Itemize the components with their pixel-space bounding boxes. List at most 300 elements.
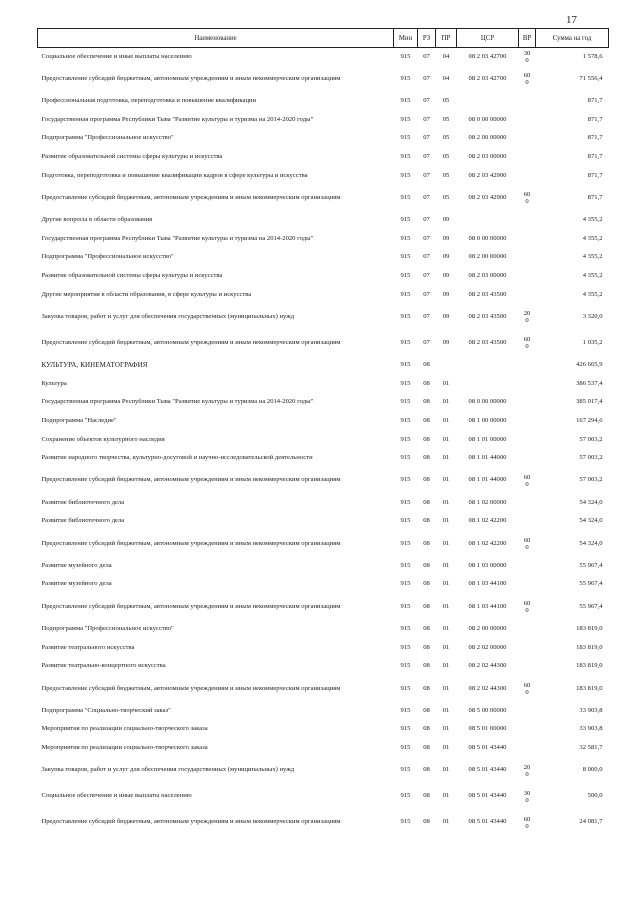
row-min-cell: 915	[400, 171, 411, 179]
row-vr-cell	[519, 449, 536, 468]
row-rz-cell: 08	[423, 498, 430, 506]
row-csr-cell: 08 1 03 44100	[468, 602, 507, 610]
row-rz-cell: 07	[423, 152, 430, 160]
row-sum-cell: 54 324,0	[579, 498, 603, 506]
row-pr-cell: 01	[442, 539, 450, 547]
table-row	[38, 531, 609, 557]
row-csr-cell: 08 0 00 00000	[468, 115, 507, 123]
row-pr-cell: 01	[442, 416, 450, 424]
row-name-cell: Предоставление субсидий бюджетным, автономным учреждениям и иным некоммерческим организациям	[41, 193, 341, 201]
row-csr-cell: 08 5 01 00000	[468, 725, 507, 733]
row-rz-cell: 07	[423, 253, 430, 261]
row-pr-cell: 09	[442, 312, 450, 320]
table-row	[38, 449, 609, 468]
row-name-cell: Профессиональная подготовка, переподготовка и повышение квалификации	[41, 97, 257, 105]
row-pr-cell: 09	[442, 271, 450, 279]
row-name-cell: Закупка товаров, работ и услуг для обеспечения государственных (муниципальных) нужд	[41, 766, 295, 774]
row-rz-cell: 07	[423, 290, 430, 298]
row-sum-cell: 54 324,0	[579, 539, 603, 547]
row-vr-cell: 60 0	[523, 599, 531, 614]
row-pr-cell: 05	[442, 97, 450, 105]
row-csr-cell	[457, 375, 519, 394]
row-csr-cell: 08 2 00 00000	[468, 625, 507, 633]
row-rz-cell: 07	[423, 193, 430, 201]
table-row	[38, 810, 609, 836]
row-vr-cell: 60 0	[523, 336, 531, 351]
row-sum-cell: 4 355,2	[582, 271, 603, 279]
row-csr-cell: 08 1 01 00000	[468, 435, 507, 443]
row-rz-cell: 07	[423, 115, 430, 123]
row-pr-cell: 01	[442, 561, 450, 569]
row-sum-cell: 386 537,4	[576, 379, 603, 387]
row-csr-cell: 08 1 01 44000	[468, 476, 507, 484]
row-pr-cell: 05	[442, 171, 450, 179]
row-rz-cell: 08	[423, 539, 430, 547]
row-pr-cell: 01	[442, 625, 450, 633]
row-sum-cell: 183 819,0	[576, 684, 603, 692]
row-csr-cell: 08 2 02 00000	[468, 643, 507, 651]
row-rz-cell: 08	[423, 361, 430, 369]
row-pr-cell: 01	[442, 706, 450, 714]
row-name-cell: Развитие театрально-концертного искусства	[41, 662, 166, 670]
row-min-cell: 915	[400, 517, 411, 525]
row-vr-cell	[519, 111, 536, 130]
row-sum-cell: 32 581,7	[579, 744, 603, 752]
row-vr-cell: 60 0	[523, 72, 531, 87]
row-csr-cell: 08 1 03 00000	[468, 561, 507, 569]
row-min-cell: 915	[400, 725, 411, 733]
row-min-cell: 915	[400, 476, 411, 484]
row-rz-cell: 08	[423, 662, 430, 670]
row-name-cell: Подпрограмма "Профессиональное искусство"	[41, 625, 174, 633]
row-sum-cell: 57 003,2	[579, 435, 603, 443]
table-header-row	[38, 29, 609, 48]
row-min-cell: 915	[400, 684, 411, 692]
row-vr-cell	[519, 148, 536, 167]
table-row	[38, 230, 609, 249]
row-vr-cell	[519, 412, 536, 431]
row-name-cell: Подготовка, переподготовка и повышение квалификации кадров в сфере культуры и искусства	[41, 171, 308, 179]
row-name-cell: Социальное обеспечение и иные выплаты населению	[41, 52, 192, 60]
row-sum-cell: 385 017,4	[576, 398, 603, 406]
row-vr-cell	[519, 356, 536, 375]
row-pr-cell: 01	[442, 602, 450, 610]
row-sum-cell: 871,7	[587, 134, 603, 142]
row-min-cell: 915	[400, 271, 411, 279]
row-name-cell: Подпрограмма "Профессиональное искусство"	[41, 253, 174, 261]
row-min-cell: 915	[400, 52, 411, 60]
row-rz-cell: 08	[423, 766, 430, 774]
row-min-cell: 915	[400, 416, 411, 424]
row-csr-cell: 08 2 00 00000	[468, 134, 507, 142]
row-min-cell: 915	[400, 338, 411, 346]
row-name-cell: Сохранение объектов культурного наследия	[41, 435, 165, 443]
row-rz-cell: 08	[423, 517, 430, 525]
row-min-cell: 915	[400, 379, 411, 387]
row-rz-cell: 08	[423, 706, 430, 714]
row-vr-cell	[519, 393, 536, 412]
row-csr-cell: 08 2 03 00000	[468, 152, 507, 160]
row-min-cell: 915	[400, 152, 411, 160]
row-name-cell: Предоставление субсидий бюджетным, автономным учреждениям и иным некоммерческим организациям	[41, 74, 341, 82]
row-sum-cell: 33 903,8	[579, 706, 603, 714]
row-csr-cell: 08 1 01 44000	[468, 454, 507, 462]
row-pr-cell	[436, 356, 457, 375]
table-row	[38, 166, 609, 185]
row-name-cell: Государственная программа Республики Тыва "Развитие культуры и туризма на 2014-2020 годы"	[41, 234, 314, 242]
table-row	[38, 393, 609, 412]
row-sum-cell: 1 035,2	[582, 338, 603, 346]
row-name-cell: Развитие образовательной системы сферы культуры и искусства	[41, 271, 223, 279]
table-row	[38, 430, 609, 449]
row-csr-cell: 08 2 03 43500	[468, 312, 507, 320]
row-csr-cell: 08 2 03 42900	[468, 193, 507, 201]
row-sum-cell: 4 355,2	[582, 234, 603, 242]
row-min-cell: 915	[400, 361, 411, 369]
row-name-cell: Подпрограмма "Профессиональное искусство"	[41, 134, 174, 142]
table-row	[38, 720, 609, 739]
row-name-cell: Предоставление субсидий бюджетным, автономным учреждениям и иным некоммерческим организациям	[41, 338, 341, 346]
column-header-sum: Сумма на год	[536, 29, 609, 48]
row-min-cell: 915	[400, 134, 411, 142]
row-vr-cell: 20 0	[523, 310, 531, 325]
row-sum-cell: 183 819,0	[576, 625, 603, 633]
row-name-cell: Развитие народного творчества, культурно-досуговой и научно-исследовательской деятельности	[41, 454, 313, 462]
row-name-cell: Предоставление субсидий бюджетным, автономным учреждениям и иным некоммерческим организациям	[41, 684, 341, 692]
row-name-cell: Другие мероприятия в области образования, в сфере культуры и искусства	[41, 290, 252, 298]
row-pr-cell: 05	[442, 152, 450, 160]
row-sum-cell: 871,7	[587, 97, 603, 105]
row-pr-cell: 01	[442, 517, 450, 525]
row-csr-cell: 08 5 00 00000	[468, 706, 507, 714]
row-pr-cell: 01	[442, 379, 450, 387]
row-name-cell: КУЛЬТУРА, КИНЕМАТОГРАФИЯ	[41, 361, 148, 370]
row-vr-cell	[519, 639, 536, 658]
row-name-cell: Развитие музейного дела	[41, 580, 112, 588]
row-pr-cell: 01	[442, 435, 450, 443]
row-min-cell: 915	[400, 643, 411, 651]
row-csr-cell	[457, 211, 519, 230]
table-row	[38, 211, 609, 230]
row-sum-cell: 8 000,0	[582, 766, 603, 774]
table-row	[38, 702, 609, 721]
row-name-cell: Мероприятия по реализации социально-творческого заказа	[41, 744, 208, 752]
row-rz-cell: 08	[423, 625, 430, 633]
table-row	[38, 412, 609, 431]
row-sum-cell: 55 967,4	[579, 561, 603, 569]
row-name-cell: Развитие библиотечного дела	[41, 517, 125, 525]
row-csr-cell: 08 1 02 00000	[468, 498, 507, 506]
row-sum-cell: 426 665,9	[576, 361, 603, 369]
row-pr-cell: 01	[442, 744, 450, 752]
row-name-cell: Государственная программа Республики Тыва "Развитие культуры и туризма на 2014-2020 годы"	[41, 115, 314, 123]
row-pr-cell: 01	[442, 476, 450, 484]
row-name-cell: Развитие театрального искусства	[41, 643, 135, 651]
row-csr-cell: 08 2 03 00000	[468, 271, 507, 279]
column-header-csr: ЦСР	[457, 29, 519, 48]
row-vr-cell	[519, 620, 536, 639]
row-sum-cell: 4 355,2	[582, 216, 603, 224]
row-rz-cell: 08	[423, 744, 430, 752]
row-vr-cell	[519, 739, 536, 758]
row-min-cell: 915	[400, 97, 411, 105]
row-vr-cell: 60 0	[523, 681, 531, 696]
row-pr-cell: 09	[442, 234, 450, 242]
table-row	[38, 512, 609, 531]
row-pr-cell: 01	[442, 766, 450, 774]
table-row	[38, 304, 609, 330]
row-name-cell: Другие вопросы в области образования	[41, 216, 153, 224]
row-rz-cell: 08	[423, 435, 430, 443]
row-vr-cell	[519, 494, 536, 513]
row-sum-cell: 4 355,2	[582, 290, 603, 298]
table-row	[38, 676, 609, 702]
row-name-cell: Закупка товаров, работ и услуг для обеспечения государственных (муниципальных) нужд	[41, 312, 295, 320]
row-csr-cell: 08 2 03 42700	[468, 52, 507, 60]
row-rz-cell: 07	[423, 74, 430, 82]
row-vr-cell: 60 0	[523, 536, 531, 551]
row-sum-cell: 871,7	[587, 193, 603, 201]
row-min-cell: 915	[400, 602, 411, 610]
row-min-cell: 915	[400, 744, 411, 752]
column-header-name: Наименование	[38, 29, 394, 48]
row-min-cell: 915	[400, 253, 411, 261]
row-csr-cell: 08 5 01 43440	[468, 744, 507, 752]
row-pr-cell: 01	[442, 662, 450, 670]
row-pr-cell: 04	[442, 52, 450, 60]
table-row	[38, 185, 609, 211]
row-vr-cell	[519, 129, 536, 148]
row-pr-cell: 05	[442, 193, 450, 201]
page-number: 17	[566, 14, 577, 26]
row-sum-cell: 71 556,4	[579, 74, 603, 82]
row-pr-cell: 01	[442, 818, 450, 826]
row-min-cell: 915	[400, 539, 411, 547]
row-vr-cell	[519, 720, 536, 739]
row-rz-cell: 07	[423, 171, 430, 179]
row-sum-cell: 57 003,2	[579, 476, 603, 484]
row-csr-cell: 08 0 00 00000	[468, 398, 507, 406]
row-sum-cell: 167 294,6	[576, 416, 603, 424]
row-rz-cell: 07	[423, 271, 430, 279]
table-row	[38, 739, 609, 758]
row-min-cell: 915	[400, 766, 411, 774]
row-csr-cell: 08 1 02 42200	[468, 539, 507, 547]
row-vr-cell: 60 0	[523, 815, 531, 830]
column-header-pr: ПР	[436, 29, 457, 48]
row-vr-cell	[519, 285, 536, 304]
row-name-cell: Мероприятия по реализации социально-творческого заказа	[41, 725, 208, 733]
row-csr-cell: 08 5 01 43440	[468, 792, 507, 800]
table-row	[38, 267, 609, 286]
row-sum-cell: 871,7	[587, 171, 603, 179]
row-vr-cell: 20 0	[523, 763, 531, 778]
row-csr-cell: 08 2 02 44300	[468, 662, 507, 670]
row-rz-cell: 08	[423, 684, 430, 692]
row-min-cell: 915	[400, 435, 411, 443]
row-name-cell: Развитие образовательной системы сферы культуры и искусства	[41, 152, 223, 160]
row-vr-cell	[519, 267, 536, 286]
row-rz-cell: 07	[423, 52, 430, 60]
table-row	[38, 66, 609, 92]
row-min-cell: 915	[400, 792, 411, 800]
row-min-cell: 915	[400, 561, 411, 569]
row-vr-cell: 30 0	[523, 50, 531, 65]
row-min-cell: 915	[400, 498, 411, 506]
table-row	[38, 594, 609, 620]
column-header-rz: РЗ	[418, 29, 436, 48]
row-pr-cell: 01	[442, 498, 450, 506]
row-rz-cell: 07	[423, 97, 430, 105]
row-vr-cell	[519, 702, 536, 721]
row-rz-cell: 07	[423, 234, 430, 242]
row-min-cell: 915	[400, 216, 411, 224]
row-rz-cell: 08	[423, 602, 430, 610]
table-row	[38, 375, 609, 394]
row-sum-cell: 4 355,2	[582, 253, 603, 261]
row-rz-cell: 08	[423, 398, 430, 406]
row-name-cell: Предоставление субсидий бюджетным, автономным учреждениям и иным некоммерческим организациям	[41, 818, 341, 826]
row-csr-cell: 08 1 00 00000	[468, 416, 507, 424]
row-name-cell: Предоставление субсидий бюджетным, автономным учреждениям и иным некоммерческим организациям	[41, 602, 341, 610]
row-rz-cell: 08	[423, 416, 430, 424]
row-rz-cell: 08	[423, 454, 430, 462]
row-pr-cell: 01	[442, 580, 450, 588]
row-min-cell: 915	[400, 193, 411, 201]
row-rz-cell: 08	[423, 643, 430, 651]
row-min-cell: 915	[400, 398, 411, 406]
row-min-cell: 915	[400, 662, 411, 670]
row-vr-cell: 30 0	[523, 789, 531, 804]
row-name-cell: Развитие библиотечного дела	[41, 498, 125, 506]
row-pr-cell: 01	[442, 398, 450, 406]
row-rz-cell: 07	[423, 312, 430, 320]
row-pr-cell: 01	[442, 684, 450, 692]
row-min-cell: 915	[400, 234, 411, 242]
row-vr-cell: 60 0	[523, 191, 531, 206]
row-pr-cell: 09	[442, 216, 450, 224]
row-pr-cell: 05	[442, 115, 450, 123]
row-min-cell: 915	[400, 706, 411, 714]
table-row	[38, 285, 609, 304]
table-row	[38, 330, 609, 356]
row-sum-cell: 3 320,0	[582, 312, 603, 320]
row-vr-cell	[519, 230, 536, 249]
row-sum-cell: 24 081,7	[579, 818, 603, 826]
row-rz-cell: 07	[423, 134, 430, 142]
row-rz-cell: 07	[423, 338, 430, 346]
row-name-cell: Государственная программа Республики Тыва "Развитие культуры и туризма на 2014-2020 годы"	[41, 398, 314, 406]
row-sum-cell: 54 324,0	[579, 517, 603, 525]
row-csr-cell	[457, 356, 519, 375]
row-min-cell: 915	[400, 625, 411, 633]
row-pr-cell: 01	[442, 792, 450, 800]
row-csr-cell: 08 2 00 00000	[468, 253, 507, 261]
row-name-cell: Предоставление субсидий бюджетным, автономным учреждениям и иным некоммерческим организациям	[41, 476, 341, 484]
row-pr-cell: 09	[442, 253, 450, 261]
row-vr-cell: 60 0	[523, 473, 531, 488]
row-rz-cell: 08	[423, 476, 430, 484]
table-row	[38, 620, 609, 639]
column-header-vr: ВР	[519, 29, 536, 48]
row-sum-cell: 871,7	[587, 152, 603, 160]
budget-table	[37, 28, 609, 836]
row-csr-cell: 08 2 03 42900	[468, 171, 507, 179]
row-csr-cell: 08 2 03 43500	[468, 290, 507, 298]
row-name-cell: Социальное обеспечение и иные выплаты населению	[41, 792, 192, 800]
table-row	[38, 494, 609, 513]
row-rz-cell: 08	[423, 379, 430, 387]
table-row	[38, 468, 609, 494]
row-min-cell: 915	[400, 454, 411, 462]
row-vr-cell	[519, 92, 536, 111]
row-vr-cell	[519, 430, 536, 449]
row-name-cell: Развитие музейного дела	[41, 561, 112, 569]
row-name-cell: Подпрограмма "Наследие"	[41, 416, 117, 424]
row-vr-cell	[519, 166, 536, 185]
row-rz-cell: 08	[423, 561, 430, 569]
table-row	[38, 784, 609, 810]
row-sum-cell: 55 967,4	[579, 602, 603, 610]
row-vr-cell	[519, 557, 536, 576]
row-csr-cell: 08 1 02 42200	[468, 517, 507, 525]
row-min-cell: 915	[400, 312, 411, 320]
row-pr-cell: 09	[442, 338, 450, 346]
table-row	[38, 557, 609, 576]
table-row	[38, 575, 609, 594]
column-header-min: Мин	[394, 29, 418, 48]
row-csr-cell: 08 0 00 00000	[468, 234, 507, 242]
row-sum-cell: 1 578,6	[582, 52, 603, 60]
row-vr-cell	[519, 211, 536, 230]
row-pr-cell: 01	[442, 454, 450, 462]
table-row	[38, 111, 609, 130]
table-row	[38, 657, 609, 676]
row-sum-cell: 183 819,0	[576, 662, 603, 670]
table-row	[38, 248, 609, 267]
row-pr-cell: 09	[442, 290, 450, 298]
table-body	[38, 48, 609, 836]
row-min-cell: 915	[400, 580, 411, 588]
row-sum-cell: 57 003,2	[579, 454, 603, 462]
row-name-cell: Культура	[41, 379, 67, 387]
row-csr-cell: 08 5 01 43440	[468, 818, 507, 826]
row-name-cell: Предоставление субсидий бюджетным, автономным учреждениям и иным некоммерческим организациям	[41, 539, 341, 547]
row-pr-cell: 01	[442, 643, 450, 651]
row-vr-cell	[519, 375, 536, 394]
table-row	[38, 148, 609, 167]
table-row	[38, 92, 609, 111]
row-min-cell: 915	[400, 290, 411, 298]
row-sum-cell: 871,7	[587, 115, 603, 123]
row-rz-cell: 07	[423, 216, 430, 224]
row-vr-cell	[519, 512, 536, 531]
row-rz-cell: 08	[423, 725, 430, 733]
row-vr-cell	[519, 575, 536, 594]
row-vr-cell	[519, 248, 536, 267]
row-rz-cell: 08	[423, 580, 430, 588]
row-sum-cell: 500,0	[587, 792, 603, 800]
row-csr-cell: 08 2 02 44300	[468, 684, 507, 692]
row-pr-cell: 01	[442, 725, 450, 733]
row-csr-cell: 08 1 03 44100	[468, 580, 507, 588]
row-csr-cell: 08 2 03 43500	[468, 338, 507, 346]
row-min-cell: 915	[400, 818, 411, 826]
row-pr-cell: 04	[442, 74, 450, 82]
table-row	[38, 639, 609, 658]
table-row	[38, 129, 609, 148]
row-vr-cell	[519, 657, 536, 676]
